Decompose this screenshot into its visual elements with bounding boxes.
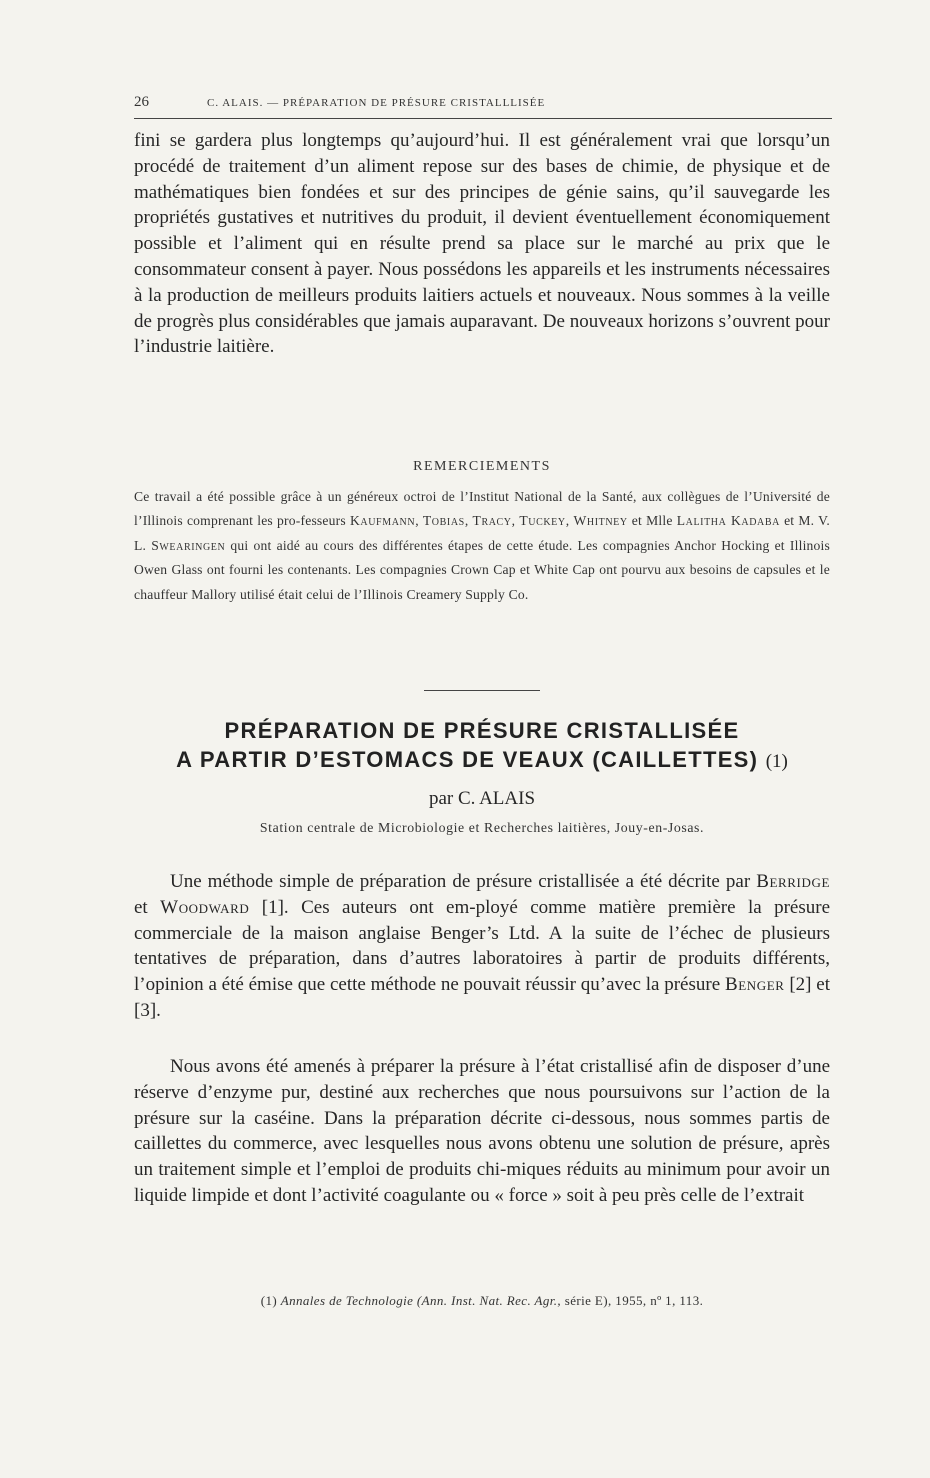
article-title [134, 716, 830, 776]
title-footnote-marker: (1) [765, 751, 788, 772]
article-title-line-2: A PARTIR D’ESTOMACS DE VEAUX (CAILLETTES) [176, 747, 759, 772]
ack-name-kaufmann: Kaufmann [350, 513, 416, 529]
p1-name-benger: Benger [724, 974, 785, 996]
author-affiliation: Station centrale de Microbiologie et Recherches laitières, Jouy-en-Josas. [259, 820, 705, 835]
ack-text-2: et Mlle [627, 513, 677, 529]
article-title-line-1: PRÉPARATION DE PRÉSURE CRISTALLISÉE [224, 718, 740, 743]
article-title-line-2-wrap [134, 745, 830, 776]
ack-text-1: Ce travail a été possible grâce à un généreux octroi de l’Institut National de la Santé, aux collègues de l’Université de l’Illinois comprenant les pro-fesseurs [134, 489, 830, 529]
ack-sep: , [565, 513, 574, 529]
intro-paragraph: fini se gardera plus longtemps qu’aujourd’hui. Il est généralement vrai que lorsqu’un procédé de traitement d’un aliment repose sur des bases de chimie, de physique et de mathématiques bien fondées et sur des principes de génie sains, qu’il sauvegarde les propriétés gustatives et nutritives du produit, il devient éventuellement économiquement possible et l’aliment qui en résulte prend sa place sur le marché au prix que le consommateur consent à payer. Nous possédons les appareils et les instruments nécessaires à la production de meilleurs produits laitiers actuels et nouveaux. Nous sommes à la veille de progrès plus considérables que jamais auparavant. De nouveaux horizons s’ouvrent pour l’industrie laitière. [134, 130, 830, 358]
running-title: C. ALAIS. — PRÉPARATION DE PRÉSURE CRISTALLLISÉE [207, 97, 546, 109]
p1-name-berridge: Berridge [756, 871, 830, 892]
p1-name-woodward: Woodward [160, 896, 250, 918]
footnote-journal: Annales de Technologie (Ann. Inst. Nat. Rec. Agr., [280, 1293, 562, 1308]
ack-text-4: qui ont aidé au cours des différentes étapes de cette étude. Les compagnies Anchor Hocking et Illinois Owen Glass ont fourni les contenants. Les compagnies Crown Cap et White Cap ont pourvu aux besoins de capsules et le chauffeur Mallory utilisé était celui de l’Illinois Creamery Supply Co. [134, 537, 831, 602]
ack-sep: , [464, 513, 473, 529]
article-author: par C. ALAIS [428, 788, 536, 809]
p1-text-a: Une méthode simple de préparation de présure cristallisée a été décrite par [170, 871, 757, 892]
ack-name-whitney: Whitney [573, 513, 628, 529]
running-header [134, 94, 832, 119]
article-paragraph-2: Nous avons été amenés à préparer la présure à l’état cristallisé afin de disposer d’une réserve d’enzyme pur, destiné aux recherches que nous poursuivons sur l’action de la présure sur la caséine. Dans la préparation décrite ci-dessous, nous sommes partis de caillettes du commerce, avec lesquelles nous avons obtenu une solution de présure, après un traitement simple et l’emploi de produits chi-miques réduits au minimum pour avoir un liquide limpide et dont l’activité coagulante ou « force » soit à peu près celle de l’extrait [134, 1056, 830, 1206]
article-paragraph-1 [134, 869, 830, 1024]
ack-name-tobias: Tobias [422, 513, 465, 529]
p1-text-d: [2] et [3]. [134, 974, 831, 1021]
ack-sep: , [415, 513, 423, 529]
ack-name-tracy: Tracy [472, 513, 512, 529]
footnote-marker: (1) [260, 1293, 278, 1308]
ack-text-3: et M. V. L. [134, 513, 831, 553]
ack-name-tuckey: Tuckey [519, 513, 566, 529]
ack-sep: , [511, 513, 520, 529]
footnote-rest: série E), 1955, nº 1, 113. [561, 1293, 704, 1308]
acknowledgements-title: REMERCIEMENTS [413, 459, 551, 474]
section-divider [424, 690, 540, 691]
ack-name-kadaba: Lalitha Kadaba [676, 513, 780, 529]
p1-text-c: [1]. Ces auteurs ont em-ployé comme matière première la présure commerciale de la maison anglaise Benger’s Ltd. A la suite de l’échec de plusieurs tentatives de préparation, dans d’autres laboratoires à partir de produits différents, l’opinion a été émise que cette méthode ne pouvait réussir qu’avec la présure [134, 896, 831, 996]
page-number: 26 [134, 94, 149, 110]
acknowledgements-text [134, 485, 830, 607]
ack-name-swearingen: Swearingen [151, 537, 226, 553]
footnote [134, 1293, 830, 1309]
p1-text-b: et [134, 896, 161, 918]
